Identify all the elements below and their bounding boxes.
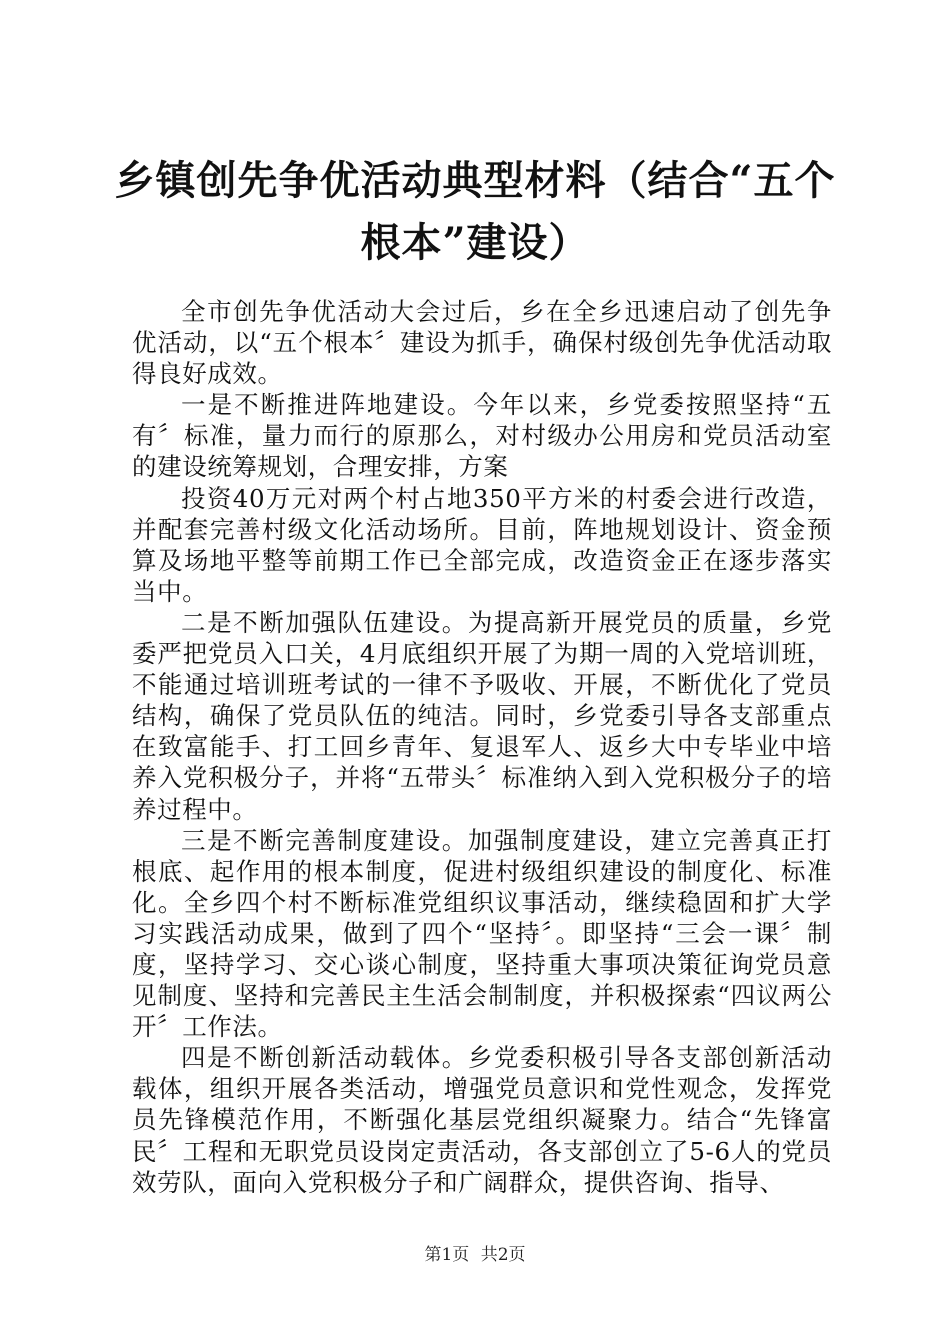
document-body (132, 296, 832, 1198)
paragraph-system-building: 三是不断完善制度建设。加强制度建设，建立完善真正打根底、起作用的根本制度，促进村级组织建设的制度化、标准化。全乡四个村不断标准党组织议事活动，继续稳固和扩大学习实践活动成果，做到了四个“坚持〞。即坚持“三会一课〞制度，坚持学习、交心谈心制度，坚持重大事项决策征询党员意见制度、坚持和完善民主生活会制制度，并积极探索“四议两公开〞工作法。 (132, 825, 832, 1042)
page-footer (0, 1244, 950, 1266)
paragraph-activity-carrier: 四是不断创新活动载体。乡党委积极引导各支部创新活动载体，组织开展各类活动，增强党员意识和党性观念，发挥党员先锋模范作用，不断强化基层党组织凝聚力。结合“先锋富民〞工程和无职党员设岗定责活动，各支部创立了5-6人的党员效劳队，面向入党积极分子和广阔群众，提供咨询、指导、 (132, 1043, 832, 1197)
page-total: 共2页 (480, 1245, 526, 1265)
document-title: 乡镇创先争优活动典型材料（结合“五个根本”建设） (114, 157, 836, 266)
paragraph-position-building: 一是不断推进阵地建设。今年以来，乡党委按照坚持“五有〞标准，量力而行的原那么，对村级办公用房和党员活动室的建设统筹规划，合理安排，方案 (132, 390, 832, 482)
paragraph-intro: 全市创先争优活动大会过后，乡在全乡迅速启动了创先争优活动，以“五个根本〞建设为抓手，确保村级创先争优活动取得良好成效。 (132, 297, 832, 389)
paragraph-investment: 投资40万元对两个村占地350平方米的村委会进行改造，并配套完善村级文化活动场所。目前，阵地规划设计、资金预算及场地平整等前期工作已全部完成，改造资金正在逐步落实当中。 (132, 483, 832, 606)
paragraph-team-building: 二是不断加强队伍建设。为提高新开展党员的质量，乡党委严把党员入口关，4月底组织开展了为期一周的入党培训班，不能通过培训班考试的一律不予吸收、开展，不断优化了党员结构，确保了党员队伍的纯洁。同时，乡党委引导各支部重点在致富能手、打工回乡青年、复退军人、返乡大中专毕业中培养入党积极分子，并将“五带头〞标准纳入到入党积极分子的培养过程中。 (132, 607, 832, 824)
page-number: 第1页 (424, 1245, 470, 1265)
